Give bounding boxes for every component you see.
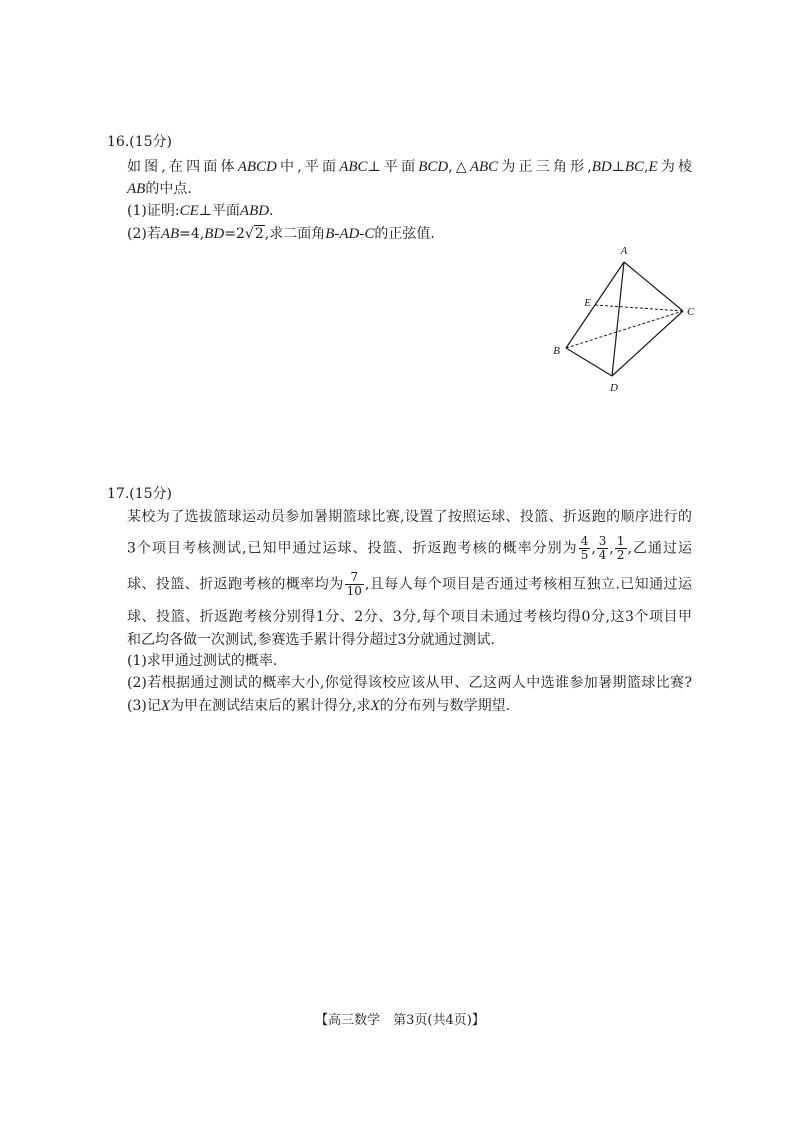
q16-header: 16.(15分): [107, 134, 173, 150]
math-variable: ABC: [469, 159, 499, 175]
math-variable: BD: [204, 226, 225, 242]
text-run: 为甲在测试结束后的累计得分,求: [170, 698, 371, 714]
radical-sign: √: [244, 226, 254, 242]
fraction-denominator: 4: [598, 548, 607, 562]
q17-part-1: [127, 652, 277, 670]
text-run: =2: [224, 226, 245, 242]
text-run: ,: [609, 540, 614, 557]
text-run: 某校为了选拔篮球运动员参加暑期篮球比赛,设置了按照运球、投篮、折返跑的顺序进行的: [127, 509, 692, 525]
hidden-edge-BC: [566, 311, 683, 348]
fraction: [615, 535, 627, 562]
text-run: 为正三角形,: [498, 159, 592, 175]
math-variable: ABCD: [237, 159, 277, 175]
vertex-label-A: A: [620, 245, 628, 257]
text-run: =4,: [179, 226, 205, 242]
text-run: .: [269, 203, 274, 219]
q17-header: 17.(15分): [107, 486, 173, 502]
text-run: 的正弦值.: [374, 226, 435, 242]
text-run: 球、投篮、折返跑考核分别得1分、2分、3分,每个项目未通过考核均得0分,这3个项目甲: [127, 609, 692, 625]
math-variable: X: [370, 698, 380, 714]
math-variable: ABD: [239, 203, 270, 219]
text-run: ⊥: [611, 159, 625, 175]
fraction-numerator: 7: [345, 571, 364, 585]
q16-stem-line-1: [127, 158, 692, 176]
q17-stem-line-5: [127, 631, 495, 649]
text-run: (2)若: [127, 226, 161, 242]
math-variable: ABC: [339, 159, 368, 175]
fraction-denominator: 2: [616, 548, 625, 562]
fraction: [579, 535, 591, 562]
fraction-numerator: 1: [616, 534, 625, 548]
math-variable: B-AD-C: [325, 226, 375, 242]
text-run: ,且每人每个项目是否通过考核相互独立.已知通过运: [364, 576, 692, 593]
vertex-label-D: D: [610, 382, 618, 394]
square-root: [245, 225, 265, 243]
vertex-label-B: B: [553, 345, 560, 357]
text-run: 和乙均各做一次测试,参赛选手累计得分超过3分就通过测试.: [127, 632, 495, 648]
math-variable: AB: [127, 181, 146, 197]
fraction-denominator: 10: [346, 584, 362, 598]
vertex-label-E: E: [584, 297, 591, 309]
text-run: ⊥平面: [198, 203, 240, 219]
dashed-segment-EC: [595, 305, 683, 311]
q17-stem-line-2: [127, 535, 692, 562]
math-variable: AB: [160, 226, 180, 242]
text-run: (2)若根据通过测试的概率大小,你觉得该校应该从甲、乙这两人中选谁参加暑期篮球比赛?: [127, 675, 692, 691]
q17-stem-line-4: [127, 608, 692, 626]
text-run: ,: [644, 159, 649, 175]
radicand: 2: [254, 226, 264, 242]
edge-AC: [624, 262, 683, 311]
fraction-denominator: 5: [580, 548, 589, 562]
fraction: [597, 535, 609, 562]
q16-part-2: [127, 225, 435, 243]
text-run: ,乙通过运: [627, 540, 693, 557]
text-run: ,: [591, 540, 596, 557]
text-run: 的分布列与数学期望.: [379, 698, 511, 714]
math-variable: BC: [624, 159, 645, 175]
q17-stem-line-3: [127, 571, 692, 598]
text-run: 3个项目考核测试,已知甲通过运球、投篮、折返跑考核的概率分别为: [127, 540, 578, 557]
fraction: [345, 571, 364, 598]
fraction-numerator: 4: [580, 534, 589, 548]
q16-part-1: [127, 202, 274, 220]
text-run: (1)求甲通过测试的概率.: [127, 653, 278, 669]
edge-BD: [566, 348, 612, 376]
text-run: 如图,在四面体: [127, 159, 238, 175]
q17-part-3: [127, 697, 510, 715]
vertex-label-C: C: [687, 306, 695, 318]
math-variable: E: [648, 159, 658, 175]
text-run: ⊥平面: [367, 159, 419, 175]
math-variable: BD: [591, 159, 612, 175]
edge-AD: [612, 262, 624, 376]
math-variable: CE: [179, 203, 199, 219]
q16-stem-line-2: [127, 180, 192, 198]
q17-stem-line-1: [127, 508, 692, 526]
text-run: ,△: [448, 159, 470, 175]
fraction-numerator: 3: [598, 534, 607, 548]
math-variable: BCD: [418, 159, 449, 175]
text-run: (3)记: [127, 698, 161, 714]
text-run: 球、投篮、折返跑考核的概率均为: [127, 576, 344, 593]
text-run: (1)证明:: [127, 203, 180, 219]
page-footer: 【高三数学 第3页(共4页)】: [315, 1013, 485, 1028]
text-run: 为棱: [657, 159, 693, 175]
text-run: 的中点.: [145, 181, 192, 197]
edge-DC: [612, 311, 683, 376]
tetrahedron-figure: [540, 240, 710, 400]
text-run: ,求二面角: [264, 226, 326, 242]
math-variable: X: [160, 698, 171, 714]
text-run: 中,平面: [276, 159, 340, 175]
q17-part-2: [127, 674, 692, 692]
